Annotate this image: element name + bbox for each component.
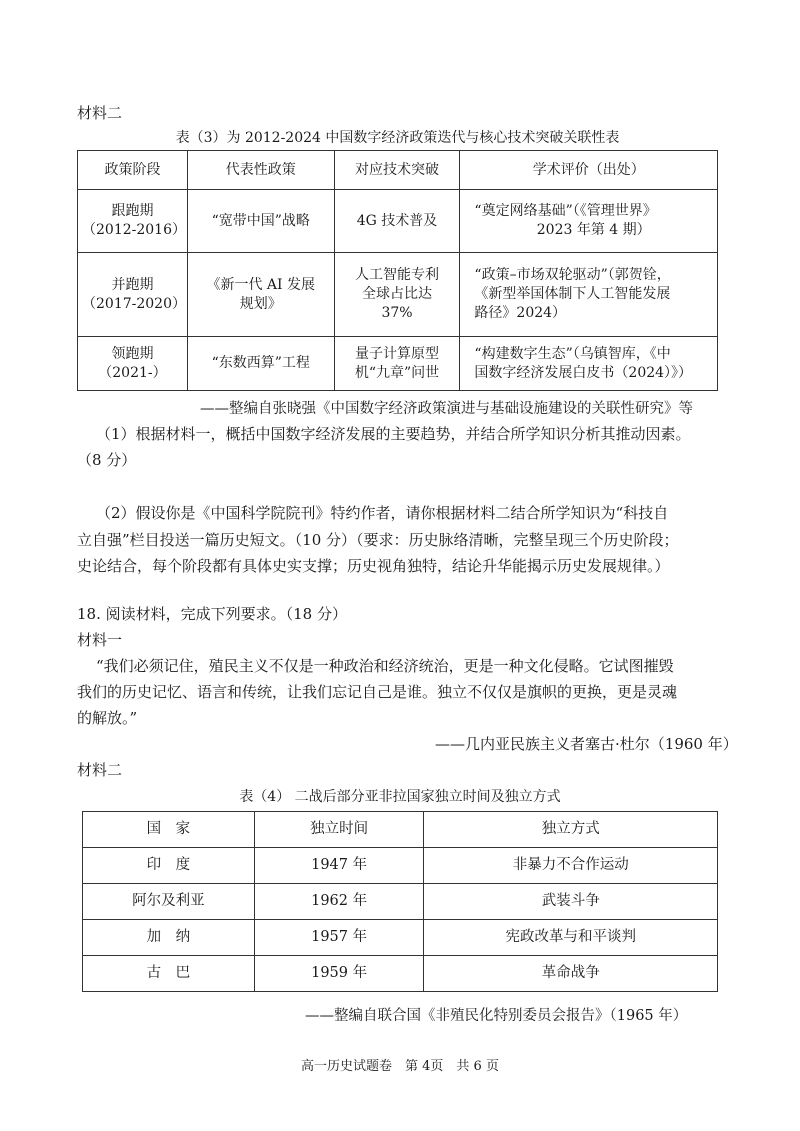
policy-text: “东数西算”工程 — [211, 355, 310, 371]
eval-text-1: “构建数字生态”（乌镇智库，《中 — [474, 345, 671, 362]
table3-header-policy: 代表性政策 — [187, 151, 334, 190]
tech-text-2: 机“九章”问世 — [354, 364, 440, 381]
material2-heading-b: 材料二 — [77, 761, 123, 779]
stage-name: 领跑期 — [111, 345, 154, 362]
table4-caption: 表（4） 二战后部分亚非拉国家独立时间及独立方式 — [239, 789, 561, 805]
policy-text-2: 规划》 — [239, 295, 282, 312]
tech-text: 4G 技术普及 — [356, 212, 438, 229]
table4-row — [83, 848, 718, 884]
eval-text-2: 《新型举国体制下人工智能发展 — [474, 286, 671, 302]
table3-row — [78, 190, 718, 253]
policy-text: “宽带中国”战略 — [211, 212, 310, 229]
table4-source: ——整编自联合国《非殖民化特别委员会报告》（1965 年） — [305, 1008, 688, 1024]
table4-header-year: 独立时间 — [254, 812, 424, 848]
year-cell: 1957 年 — [254, 920, 424, 956]
policy-text-1: 《新一代 AI 发展 — [206, 276, 316, 293]
quote-line3: 的解放。” — [77, 709, 138, 727]
stage-years: （2017-2020） — [82, 295, 186, 312]
table3-row — [78, 253, 718, 337]
q18-title: 18. 阅读材料，完成下列要求。（18 分） — [77, 605, 347, 623]
year-cell: 1947 年 — [254, 848, 424, 884]
eval-text-3: 路径》2024） — [474, 305, 567, 321]
table3-caption: 表（3）为 2012-2024 中国数字经济政策迭代与核心技术突破关联性表 — [175, 130, 620, 146]
table3-policy-cell — [187, 190, 334, 253]
method-cell: 非暴力不合作运动 — [424, 848, 718, 884]
q2-line1: （2）假设你是《中国科学院院刊》特约作者，请你根据材料二结合所学知识为“科技自 — [96, 504, 669, 522]
country-cell: 加 纳 — [83, 920, 255, 956]
page-footer: 高一历史试题卷 第 4页 共 6 页 — [301, 1059, 499, 1074]
q1-line1: （1）根据材料一，概括中国数字经济发展的主要趋势，并结合所学知识分析其推动因素。 — [96, 425, 691, 443]
material1-heading: 材料一 — [77, 631, 123, 649]
table4-header-row — [83, 812, 718, 848]
table3-source: ——整编自张晓强《中国数字经济政策演进与基础设施建设的关联性研究》等 — [200, 401, 693, 417]
eval-text-1: “奠定网络基础”（《管理世界》 — [474, 203, 657, 219]
quote-line2: 我们的历史记忆、语言和传统，让我们忘记自己是谁。独立不仅仅是旗帜的更换，更是灵魂 — [77, 683, 678, 701]
table4 — [82, 811, 718, 992]
table4-row — [83, 920, 718, 956]
year-cell: 1962 年 — [254, 884, 424, 920]
country-cell: 印 度 — [83, 848, 255, 884]
table3-stage-cell — [78, 190, 188, 253]
table3-header-row — [78, 151, 718, 190]
tech-text-3: 37% — [381, 305, 413, 321]
table3-eval-cell — [460, 253, 718, 337]
tech-text-1: 人工智能专利 — [355, 267, 440, 283]
country-cell: 阿尔及利亚 — [83, 884, 255, 920]
eval-text-2: 国数字经济发展白皮书（2024）》） — [474, 364, 693, 381]
tech-text-1: 量子计算原型 — [355, 345, 440, 362]
table3-policy-cell — [187, 337, 334, 391]
table4-header-method: 独立方式 — [424, 812, 718, 848]
stage-name: 跟跑期 — [111, 203, 154, 219]
method-cell: 革命战争 — [424, 956, 718, 992]
table3-policy-cell — [187, 253, 334, 337]
tech-text-2: 全球占比达 — [362, 286, 433, 302]
table3-row — [78, 337, 718, 391]
table4-row — [83, 884, 718, 920]
table3-header-stage: 政策阶段 — [78, 151, 188, 190]
table3-tech-cell — [334, 253, 460, 337]
eval-text-2: 2023 年第 4 期） — [536, 222, 651, 238]
table3-stage-cell — [78, 337, 188, 391]
quote-source: ——几内亚民族主义者塞古·杜尔（1960 年） — [435, 735, 738, 753]
table4-header-country: 国 家 — [83, 812, 255, 848]
table4-row — [83, 956, 718, 992]
method-cell: 宪政改革与和平谈判 — [424, 920, 718, 956]
table3-tech-cell — [334, 337, 460, 391]
quote-line1: “我们必须记住，殖民主义不仅是一种政治和经济统治，更是一种文化侵略。它试图摧毁 — [96, 657, 674, 675]
table3-eval-cell — [460, 190, 718, 253]
table3-header-eval: 学术评价（出处） — [460, 151, 718, 190]
table3-header-tech: 对应技术突破 — [334, 151, 460, 190]
q1-line2: （8 分） — [77, 451, 137, 469]
material2-heading-a: 材料二 — [77, 104, 123, 122]
q2-line2: 立自强”栏目投送一篇历史短文。（10 分）（要求：历史脉络清晰，完整呈现三个历史阶段； — [77, 531, 679, 549]
table3-eval-cell — [460, 337, 718, 391]
country-cell: 古 巴 — [83, 956, 255, 992]
table3 — [77, 150, 718, 391]
eval-text-1: “政策–市场双轮驱动”（郭贺铨， — [474, 267, 671, 283]
year-cell: 1959 年 — [254, 956, 424, 992]
q2-line3: 史论结合，每个阶段都有具体史实支撑；历史视角独特，结论升华能揭示历史发展规律。） — [77, 557, 670, 575]
stage-years: （2021-） — [98, 364, 167, 381]
stage-name: 并跑期 — [111, 276, 154, 293]
stage-years: （2012-2016） — [82, 222, 186, 238]
table3-tech-cell — [334, 190, 460, 253]
table3-stage-cell — [78, 253, 188, 337]
method-cell: 武装斗争 — [424, 884, 718, 920]
